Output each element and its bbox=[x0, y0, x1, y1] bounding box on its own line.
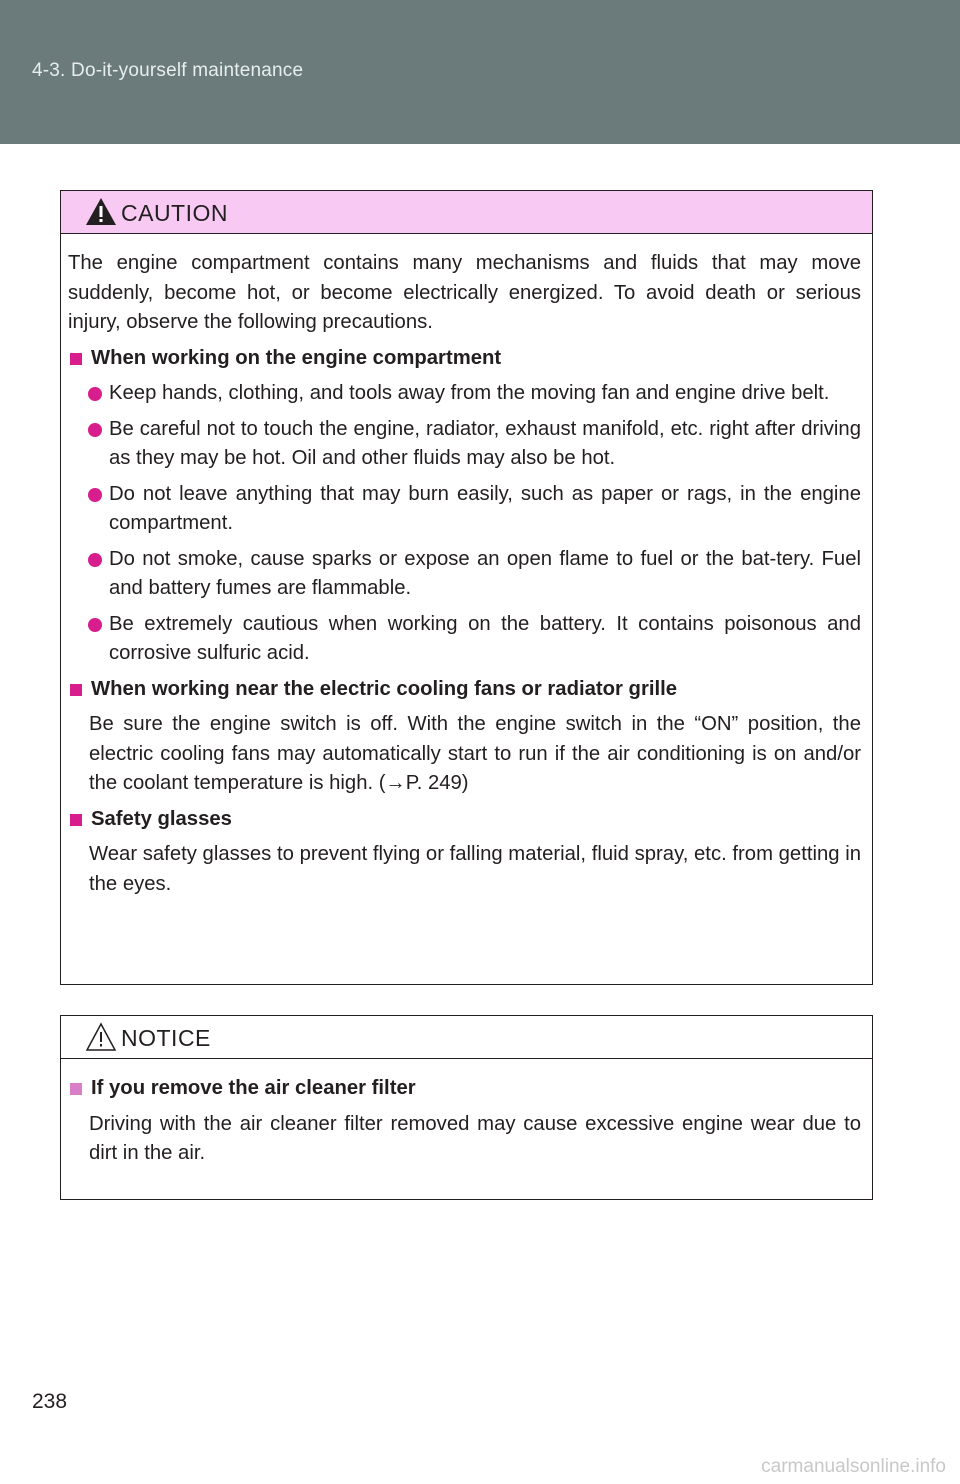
caution-section-title: When working on the engine compartment bbox=[68, 344, 861, 374]
caution-paragraph: Be sure the engine switch is off. With the engine switch in the “ON” position, the electric cooling fans may automatically start to run if the air conditioning is on and/or the coolant temperature is high. (→P. 249) bbox=[89, 713, 861, 794]
page-header bbox=[0, 0, 960, 144]
caution-section-title: Safety glasses bbox=[68, 805, 861, 835]
caution-box bbox=[60, 190, 873, 985]
caution-section-title: When working near the electric cooling fans or radiator grille bbox=[68, 675, 861, 705]
list-item: Be extremely cautious when working on the battery. It contains poisonous and corrosive sulfuric acid. bbox=[68, 610, 861, 669]
warning-triangle-icon bbox=[84, 196, 118, 228]
caution-intro: The engine compartment contains many mechanisms and fluids that may move suddenly, become hot, or become electrically energized. To avoid death or serious injury, observe the following precautions. bbox=[68, 252, 861, 333]
caution-title: CAUTION bbox=[121, 200, 228, 226]
notice-header bbox=[61, 1016, 872, 1059]
notice-triangle-icon bbox=[84, 1021, 118, 1053]
square-bullet-icon bbox=[70, 353, 82, 365]
circle-bullet-icon bbox=[88, 387, 102, 401]
list-item: Do not leave anything that may burn easily, such as paper or rags, in the engine compartment. bbox=[68, 480, 861, 539]
notice-box bbox=[60, 1015, 873, 1200]
caution-paragraph: Wear safety glasses to prevent flying or falling material, fluid spray, etc. from getting in the eyes. bbox=[89, 843, 861, 895]
square-bullet-icon bbox=[70, 814, 82, 826]
circle-bullet-icon bbox=[88, 423, 102, 437]
notice-section-title: If you remove the air cleaner filter bbox=[68, 1074, 861, 1104]
list-item: Do not smoke, cause sparks or expose an open flame to fuel or the bat-tery. Fuel and battery fumes are flammable. bbox=[68, 545, 861, 604]
watermark: carmanualsonline.info bbox=[761, 1456, 946, 1477]
notice-title: NOTICE bbox=[121, 1025, 211, 1051]
list-item: Be careful not to touch the engine, radiator, exhaust manifold, etc. right after driving as they may be hot. Oil and other fluids may also be hot. bbox=[68, 415, 861, 474]
circle-bullet-icon bbox=[88, 553, 102, 567]
square-bullet-icon bbox=[70, 1083, 82, 1095]
notice-paragraph: Driving with the air cleaner filter removed may cause excessive engine wear due to dirt in the air. bbox=[89, 1112, 861, 1164]
list-item: Keep hands, clothing, and tools away from the moving fan and engine drive belt. bbox=[68, 379, 861, 409]
section-title: 4-3. Do-it-yourself maintenance bbox=[32, 60, 304, 81]
page-number: 238 bbox=[32, 1390, 68, 1413]
circle-bullet-icon bbox=[88, 618, 102, 632]
square-bullet-icon bbox=[70, 684, 82, 696]
caution-header bbox=[61, 191, 872, 234]
circle-bullet-icon bbox=[88, 488, 102, 502]
